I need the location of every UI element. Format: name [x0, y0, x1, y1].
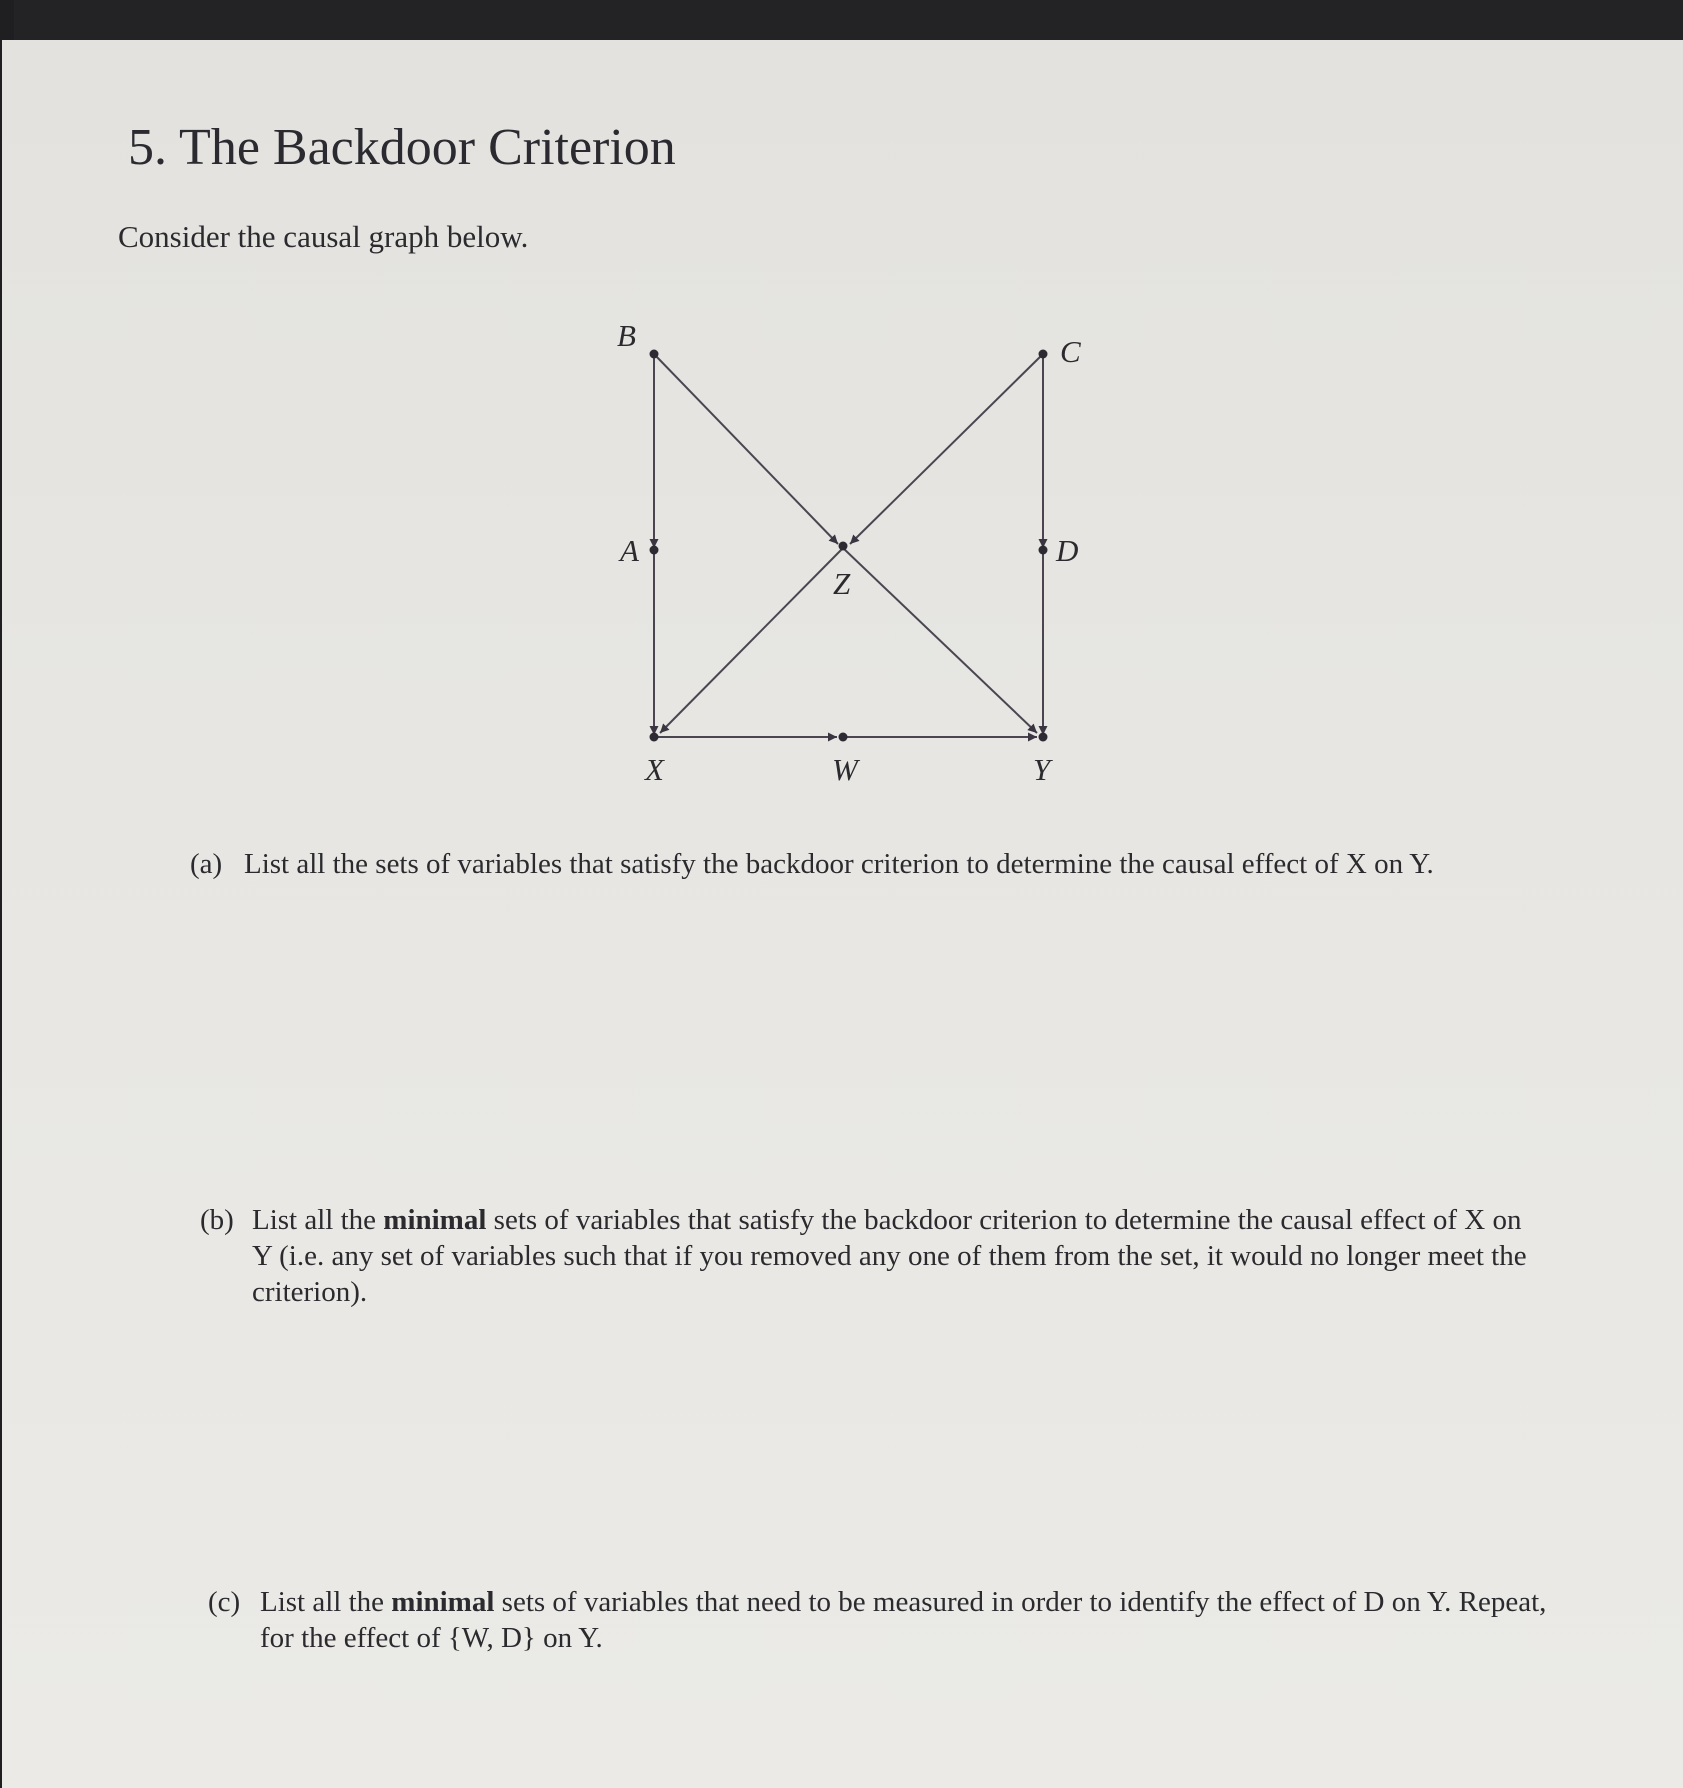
question-a-label: (a)	[190, 848, 223, 880]
node-c	[1039, 350, 1048, 359]
edge-c-z	[850, 354, 1043, 544]
node-label-d: D	[1056, 533, 1079, 568]
worksheet-page	[2, 40, 1683, 1788]
question-a	[190, 846, 1590, 882]
question-c-text	[260, 1584, 1548, 1656]
edge-z-x	[660, 548, 843, 733]
node-d	[1039, 546, 1048, 555]
node-label-z: Z	[833, 566, 851, 601]
node-label-x: X	[645, 752, 664, 787]
node-label-a: A	[620, 533, 639, 568]
node-a	[650, 546, 659, 555]
node-y	[1039, 733, 1048, 742]
node-z	[839, 542, 848, 551]
node-x	[650, 733, 659, 742]
node-label-b: B	[617, 318, 636, 353]
question-c-text-end: sets of variables that need to be measured in order to identify the effect of D on Y. Repeat, for the effect of {W, D} on Y.	[260, 1586, 1547, 1654]
question-b-text-end: sets of variables that satisfy the backdoor criterion to determine the causal effect of X on Y (i.e. any set of variables such that if you removed any one of them from the set, it would no longer meet the criterion).	[252, 1204, 1527, 1308]
question-b-text-start: List all the	[252, 1204, 384, 1236]
edge-b-z	[654, 354, 838, 544]
question-b-emphasis: minimal	[383, 1204, 487, 1236]
node-w	[839, 733, 848, 742]
problem-intro: Consider the causal graph below.	[118, 219, 529, 254]
node-b	[650, 350, 659, 359]
question-c-emphasis: minimal	[391, 1586, 495, 1618]
edge-z-y	[843, 548, 1037, 733]
problem-title: 5. The Backdoor Criterion	[128, 119, 676, 176]
node-label-y: Y	[1033, 752, 1051, 787]
monitor-bezel-top	[0, 0, 1683, 42]
question-b	[200, 1202, 1540, 1310]
causal-graph	[600, 315, 1100, 795]
question-a-text: List all the sets of variables that satisfy the backdoor criterion to determine the causal effect of X on Y.	[244, 848, 1434, 880]
question-b-label: (b)	[200, 1204, 234, 1236]
node-label-c: C	[1060, 334, 1081, 369]
question-c	[208, 1584, 1548, 1656]
question-b-text	[252, 1202, 1540, 1310]
question-c-text-start: List all the	[260, 1586, 392, 1618]
node-label-w: W	[832, 752, 858, 787]
question-c-label: (c)	[208, 1586, 241, 1618]
